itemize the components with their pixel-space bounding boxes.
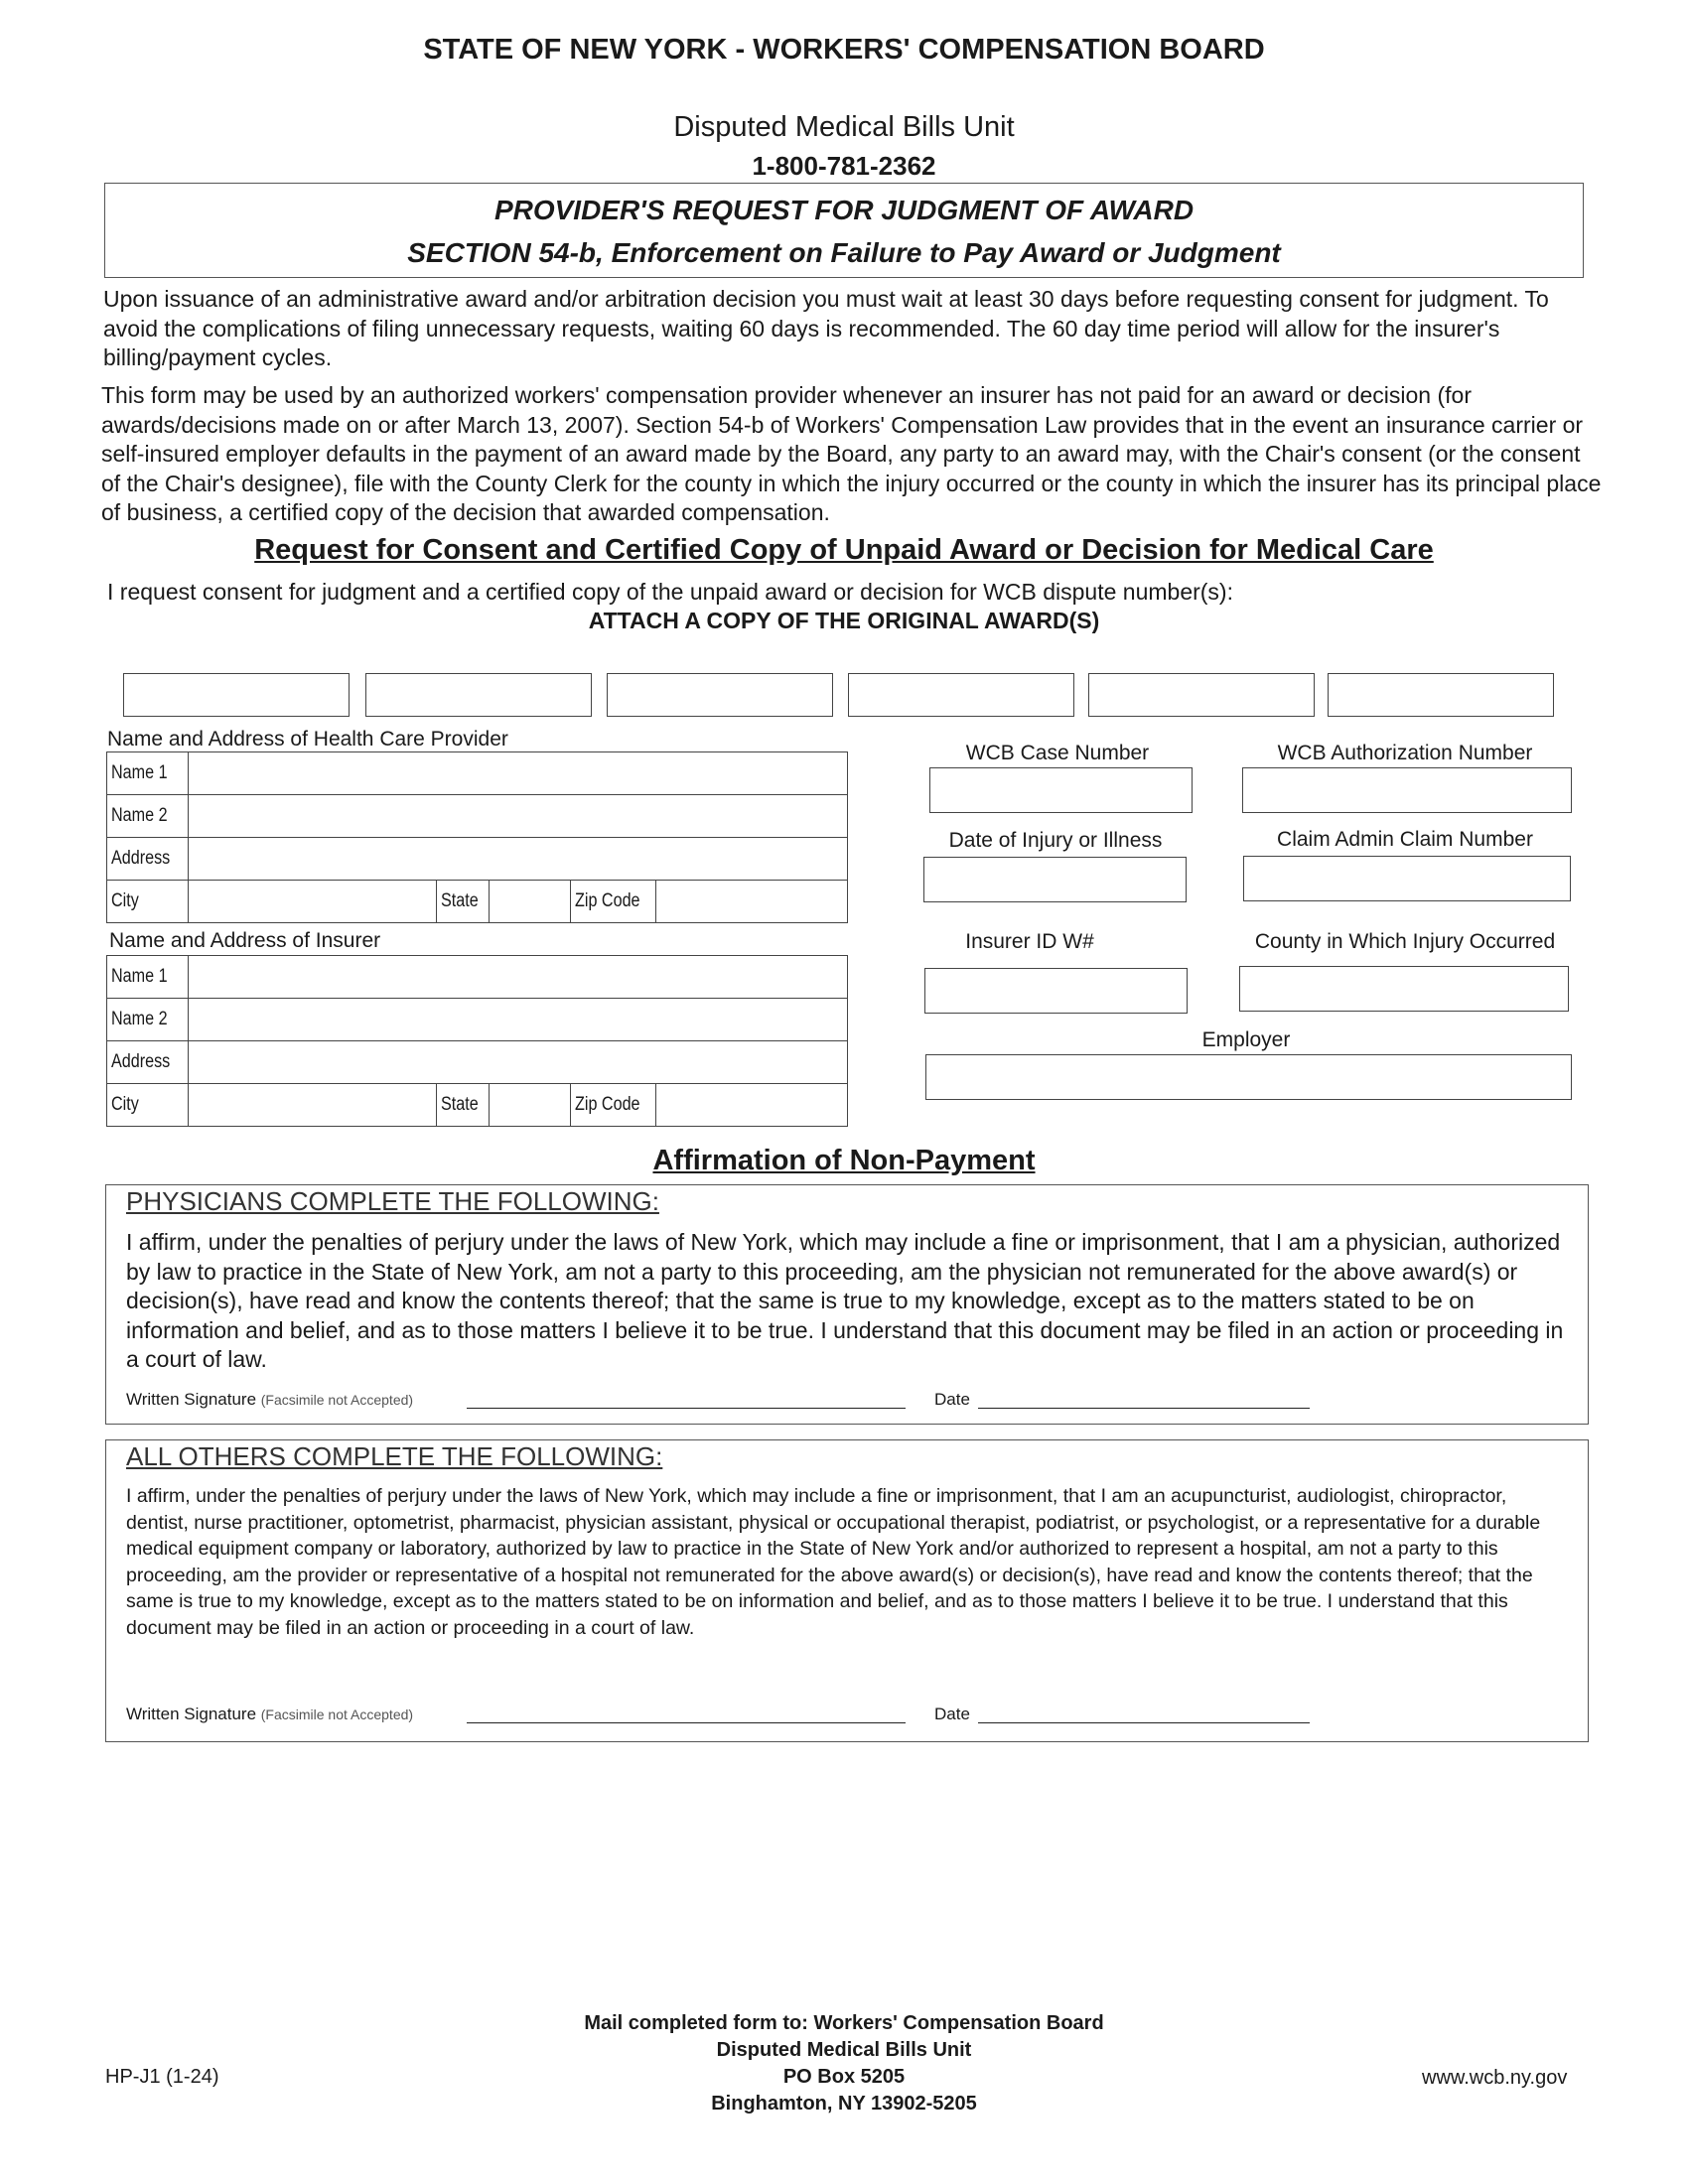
- physicians-heading: PHYSICIANS COMPLETE THE FOLLOWING:: [126, 1186, 659, 1216]
- provider-address-label: Address: [107, 838, 189, 881]
- dispute-number-field-3[interactable]: [607, 673, 833, 717]
- provider-name2-field[interactable]: [189, 795, 848, 838]
- form-subtitle: SECTION 54-b, Enforcement on Failure to Pay Award or Judgment: [407, 237, 1281, 268]
- physicians-signature-note: (Facsimile not Accepted): [260, 1392, 414, 1408]
- dispute-number-field-6[interactable]: [1328, 673, 1554, 717]
- insurer-name1-field[interactable]: [189, 956, 848, 999]
- mail-pobox-line: PO Box 5205: [782, 2066, 906, 2088]
- others-date-label: Date: [934, 1705, 970, 1723]
- website-link[interactable]: www.wcb.ny.gov: [1422, 2067, 1568, 2089]
- insurer-address-label: Address: [107, 1041, 189, 1084]
- insurer-address-field[interactable]: [189, 1041, 848, 1084]
- insurer-zip-label: Zip Code: [571, 1084, 656, 1127]
- attach-instruction: ATTACH A COPY OF THE ORIGINAL AWARD(S): [588, 608, 1100, 633]
- date-of-injury-label: Date of Injury or Illness: [948, 829, 1163, 852]
- others-signature-label: Written Signature (Facsimile not Accepted): [126, 1705, 414, 1723]
- provider-zip-field[interactable]: [656, 881, 848, 923]
- wcb-auth-number-field[interactable]: [1242, 767, 1572, 813]
- dispute-number-field-1[interactable]: [123, 673, 350, 717]
- insurer-id-label: Insurer ID W#: [965, 930, 1094, 953]
- phone-number: 1-800-781-2362: [752, 151, 936, 181]
- claim-admin-number-field[interactable]: [1243, 856, 1571, 901]
- form-code: HP-J1 (1-24): [105, 2066, 219, 2088]
- insurer-id-field[interactable]: [924, 968, 1188, 1014]
- claim-admin-number-label: Claim Admin Claim Number: [1277, 828, 1533, 851]
- insurer-state-field[interactable]: [490, 1084, 571, 1127]
- provider-state-label: State: [437, 881, 490, 923]
- insurer-zip-field[interactable]: [656, 1084, 848, 1127]
- request-heading: Request for Consent and Certified Copy of Unpaid Award or Decision for Medical Care: [254, 534, 1434, 566]
- others-date-line[interactable]: [978, 1721, 1310, 1723]
- county-label: County in Which Injury Occurred: [1254, 930, 1556, 953]
- physicians-signature-label: Written Signature (Facsimile not Accepted): [126, 1390, 414, 1409]
- provider-section-label: Name and Address of Health Care Provider: [107, 728, 508, 751]
- provider-name1-field[interactable]: [189, 752, 848, 795]
- insurer-city-label: City: [107, 1084, 189, 1127]
- insurer-section-label: Name and Address of Insurer: [109, 929, 381, 952]
- others-heading: ALL OTHERS COMPLETE THE FOLLOWING:: [126, 1441, 663, 1471]
- intro-paragraph-1: Upon issuance of an administrative award and/or arbitration decision you must wait at least 30 days before requesting consent for judgment. To avoid the complications of filing unnecessary requests, waiting 60 days is recommended. The 60 day time period will allow for the insurer's billing/payment cycles.: [103, 286, 1549, 370]
- dispute-number-field-5[interactable]: [1088, 673, 1315, 717]
- insurer-table: [106, 955, 848, 1127]
- wcb-auth-number-label: WCB Authorization Number: [1277, 742, 1533, 764]
- physicians-signature-line[interactable]: [467, 1407, 906, 1409]
- physicians-affirmation-text: I affirm, under the penalties of perjury under the laws of New York, which may include a fine or imprisonment, that I am a physician, authorized by law to practice in the State of New York, am not a party to this proceeding, am the physician not remunerated for the above award(s) or decision(s), have read and know the contents thereof; that the same is true to my knowledge, except as to the matters stated to be on information and belief, and as to those matters I believe it to be true. I understand that this document may be filed in an action or proceeding in a court of law.: [126, 1229, 1564, 1372]
- mail-to-line: Mail completed form to: Workers' Compensation Board: [584, 2012, 1104, 2034]
- mail-unit-line: Disputed Medical Bills Unit: [716, 2039, 972, 2061]
- physicians-date-label: Date: [934, 1390, 970, 1409]
- insurer-name2-label: Name 2: [107, 999, 189, 1041]
- provider-table: [106, 751, 848, 923]
- provider-name2-label: Name 2: [107, 795, 189, 838]
- wcb-case-number-label: WCB Case Number: [965, 742, 1150, 764]
- dispute-number-field-4[interactable]: [848, 673, 1074, 717]
- employer-field[interactable]: [925, 1054, 1572, 1100]
- request-statement: I request consent for judgment and a certified copy of the unpaid award or decision for WCB dispute number(s):: [107, 579, 1233, 605]
- wcb-case-number-field[interactable]: [929, 767, 1193, 813]
- page-title: STATE OF NEW YORK - WORKERS' COMPENSATION BOARD: [423, 34, 1265, 66]
- provider-zip-label: Zip Code: [571, 881, 656, 923]
- physicians-date-line[interactable]: [978, 1407, 1310, 1409]
- provider-state-field[interactable]: [490, 881, 571, 923]
- insurer-city-field[interactable]: [189, 1084, 437, 1127]
- employer-label: Employer: [1201, 1028, 1291, 1051]
- county-field[interactable]: [1239, 966, 1569, 1012]
- provider-address-field[interactable]: [189, 838, 848, 881]
- date-of-injury-field[interactable]: [923, 857, 1187, 902]
- provider-name1-label: Name 1: [107, 752, 189, 795]
- intro-paragraph-2: This form may be used by an authorized workers' compensation provider whenever an insurer has not paid for an award or decision (for awards/decisions made on or after March 13, 2007). Section 54-b of Workers' Compensation Law provides that in the event an insurance carrier or self-insured employer defaults in the payment of an award made by the Board, any party to an award may, with the Chair's consent (or the consent of the Chair's designee), file with the County Clerk for the county in which the injury occurred or the county in which the insurer has its principal place of business, a certified copy of the decision that awarded compensation.: [101, 382, 1602, 525]
- provider-city-field[interactable]: [189, 881, 437, 923]
- provider-city-label: City: [107, 881, 189, 923]
- dispute-number-field-2[interactable]: [365, 673, 592, 717]
- form-title: PROVIDER'S REQUEST FOR JUDGMENT OF AWARD: [493, 195, 1195, 225]
- others-signature-note: (Facsimile not Accepted): [260, 1706, 414, 1722]
- unit-name: Disputed Medical Bills Unit: [673, 111, 1015, 143]
- others-signature-line[interactable]: [467, 1721, 906, 1723]
- insurer-name2-field[interactable]: [189, 999, 848, 1041]
- affirmation-heading: Affirmation of Non-Payment: [652, 1145, 1036, 1176]
- insurer-name1-label: Name 1: [107, 956, 189, 999]
- others-affirmation-text: I affirm, under the penalties of perjury under the laws of New York, which may include a fine or imprisonment, that I am an acupuncturist, audiologist, chiropractor, dentist, nurse practitioner, optometrist, pharmacist, physician assistant, physical or occupational therapist, podiatrist, or psychologist, or a representative for a durable medical equipment company or laboratory, authorized by law to practice in the State of New York and/or authorized to represent a hospital, am not a party to this proceeding, am the provider or representative of a hospital not remunerated for the above award(s) or decision(s), have read and know the contents thereof; that the same is true to my knowledge, except as to the matters stated to be on information and belief, and as to those matters I believe it to be true. I understand that this document may be filed in an action or proceeding in a court of law.: [126, 1485, 1541, 1639]
- insurer-state-label: State: [437, 1084, 490, 1127]
- mail-city-line: Binghamton, NY 13902-5205: [711, 2093, 977, 2115]
